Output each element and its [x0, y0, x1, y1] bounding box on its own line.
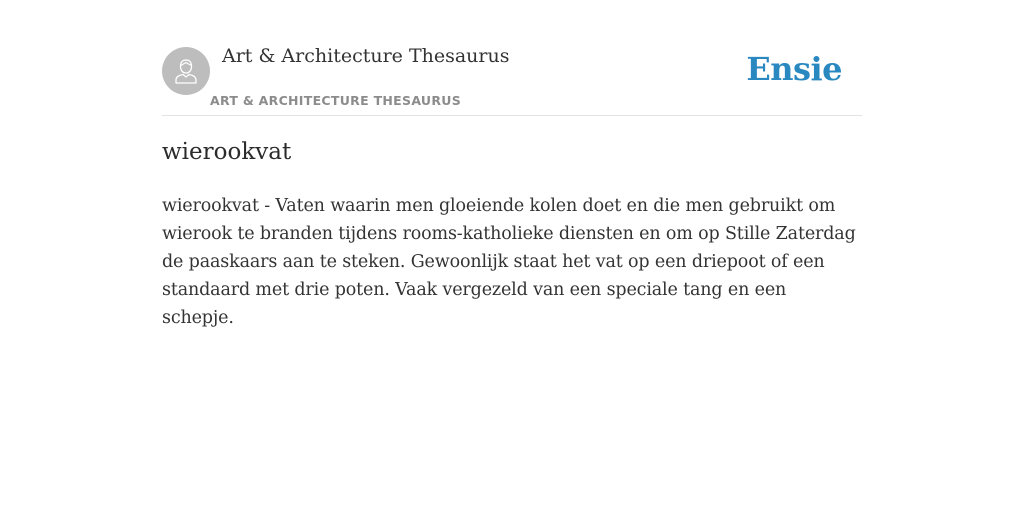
author-avatar[interactable] [162, 47, 210, 95]
ensie-logo[interactable]: Ensie [746, 50, 842, 88]
entry-definition: wierookvat - Vaten waarin men gloeiende kolen doet en die men gebruikt om wierook te branden tijdens rooms-katholieke diensten en om op Stille Zaterdag de paaskaars aan te steken. Gewoonlijk staat het vat op een driepoot of een standaard met drie poten. Vaak vergezeld van een speciale tang en een schepje. [162, 196, 856, 328]
entry-header [162, 0, 862, 116]
author-name[interactable]: Art & Architecture Thesaurus [222, 45, 510, 67]
user-icon [171, 56, 201, 86]
source-label[interactable]: ART & ARCHITECTURE THESAURUS [210, 93, 462, 108]
entry-term: wierookvat [162, 139, 292, 165]
page-container [162, 0, 862, 328]
